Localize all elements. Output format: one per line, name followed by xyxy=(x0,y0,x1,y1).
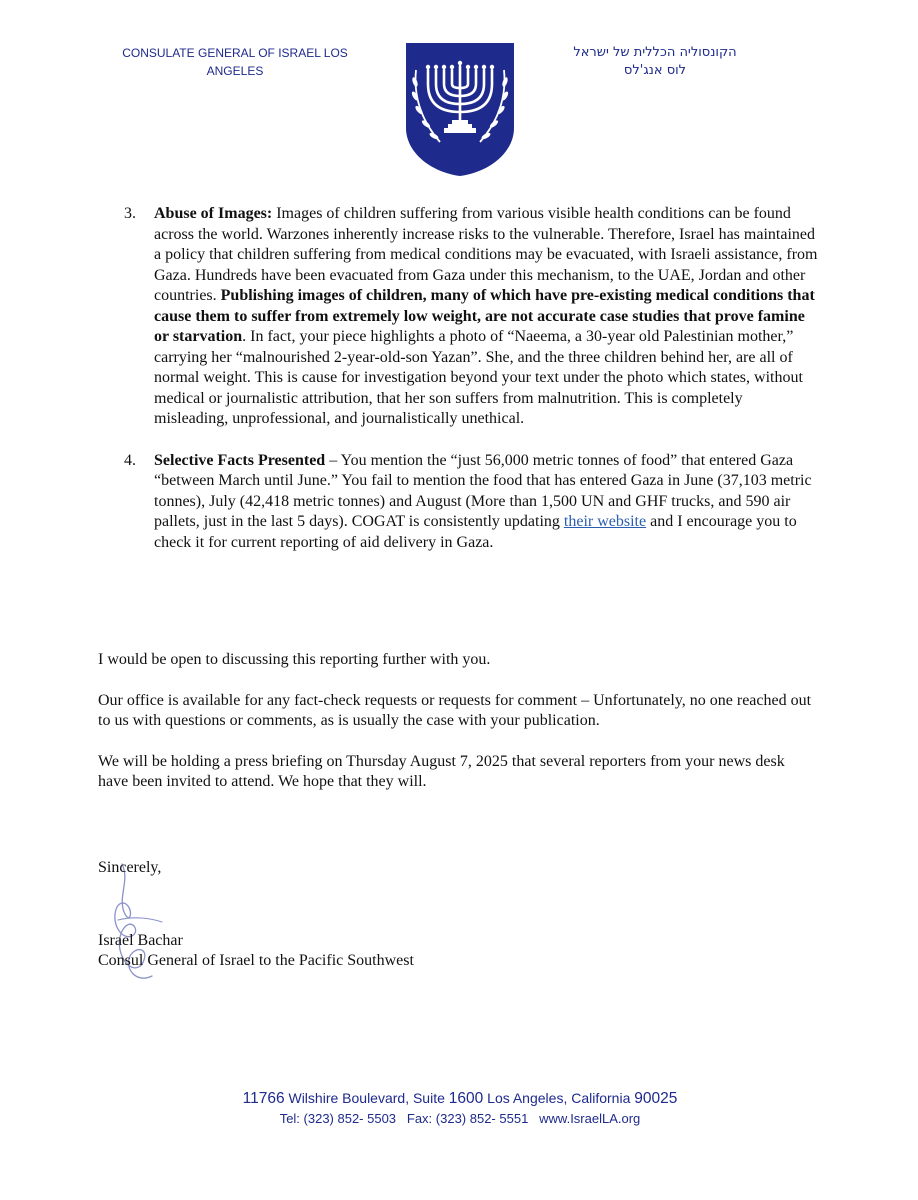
consulate-name-hebrew-line1: הקונסוליה הכללית של ישראל xyxy=(573,45,737,60)
signer-title: Consul General of Israel to the Pacific Southwest xyxy=(98,952,414,969)
salutation: Sincerely, xyxy=(98,859,162,876)
letter-body xyxy=(98,204,818,574)
point-number: 3. xyxy=(124,205,136,222)
point-text: – You mention the “just 56,000 metric tonnes of food” that entered Gaza “between March until June.” You fail to mention the food that has entered Gaza in June (37,103 metric tonnes), July (42,418 metric tonnes) and August (More than 1,500 UN and GHF trucks, and 590 air pallets, just in the last 5 days). COGAT is consistently updating xyxy=(154,451,812,530)
point-text: Images of children suffering from various visible health conditions can be found across the world. Warzones inherently increase risks to the vulnerable. Therefore, Israel has maintained a policy that children suffering from medical conditions may be evacuated, with Israeli assistance, from Gaza. Hundreds have been evacuated from Gaza under this mechanism, to the UAE, Jordan and other countries. xyxy=(154,205,818,304)
state-emblem-of-israel-icon xyxy=(402,40,518,178)
point-text: and I encourage you to check it for current reporting of aid delivery in Gaza. xyxy=(154,513,797,551)
footer-contact xyxy=(180,1109,740,1129)
letterhead-footer xyxy=(180,1088,740,1129)
point-selective-facts xyxy=(98,451,818,554)
signer-name: Israel Bachar xyxy=(98,931,183,949)
consulate-name-hebrew-line2: לוס אנג'לס xyxy=(623,63,687,78)
footer-fax: Fax: (323) 852- 5551 xyxy=(406,1111,529,1126)
paragraph-press-briefing: We will be holding a press briefing on Thursday August 7, 2025 that several reporters from your news desk have been invited to attend. We hope that they will. xyxy=(98,752,785,790)
footer-website[interactable]: www.IsraelLA.org xyxy=(539,1111,641,1126)
point-heading: Selective Facts Presented xyxy=(154,451,326,469)
footer-tel: Tel: (323) 852- 5503 xyxy=(279,1111,397,1126)
consulate-name-hebrew xyxy=(540,44,770,80)
closing-paragraphs xyxy=(98,650,818,813)
point-text: . In fact, your piece highlights a photo of “Naeema, a 30-year old Palestinian mother,” carrying her “malnourished 2-year-old-son Yazan”. She, and the three children behind her, are all of normal weight. This is cause for investigation beyond your text under the photo which states, without medical or journalistic attribution, that her son suffers from malnutrition. This is completely misleading, unprofessional, and journalistically unethical. xyxy=(154,328,803,427)
consulate-name-english: CONSULATE GENERAL OF ISRAEL LOS ANGELES xyxy=(122,46,348,78)
point-bold-text: Publishing images of children, many of which have pre-existing medical conditions that cause them to suffer from extremely low weight, are not accurate case studies that prove famine or starvation xyxy=(154,287,815,345)
numbered-points xyxy=(98,204,818,553)
signature-block xyxy=(98,858,598,972)
point-abuse-of-images xyxy=(98,204,818,430)
cogat-website-link[interactable]: their website xyxy=(563,513,647,530)
paragraph-discussion: I would be open to discussing this reporting further with you. xyxy=(98,651,491,668)
point-number: 4. xyxy=(124,451,136,469)
point-heading: Abuse of Images: xyxy=(154,205,273,222)
footer-address: 11766 Wilshire Boulevard, Suite 1600 Los Angeles, California 90025 xyxy=(242,1090,678,1107)
paragraph-fact-check: Our office is available for any fact-check requests or requests for comment – Unfortunately, no one reached out to us with questions or comments, as is usually the case with your publication. xyxy=(98,691,812,729)
